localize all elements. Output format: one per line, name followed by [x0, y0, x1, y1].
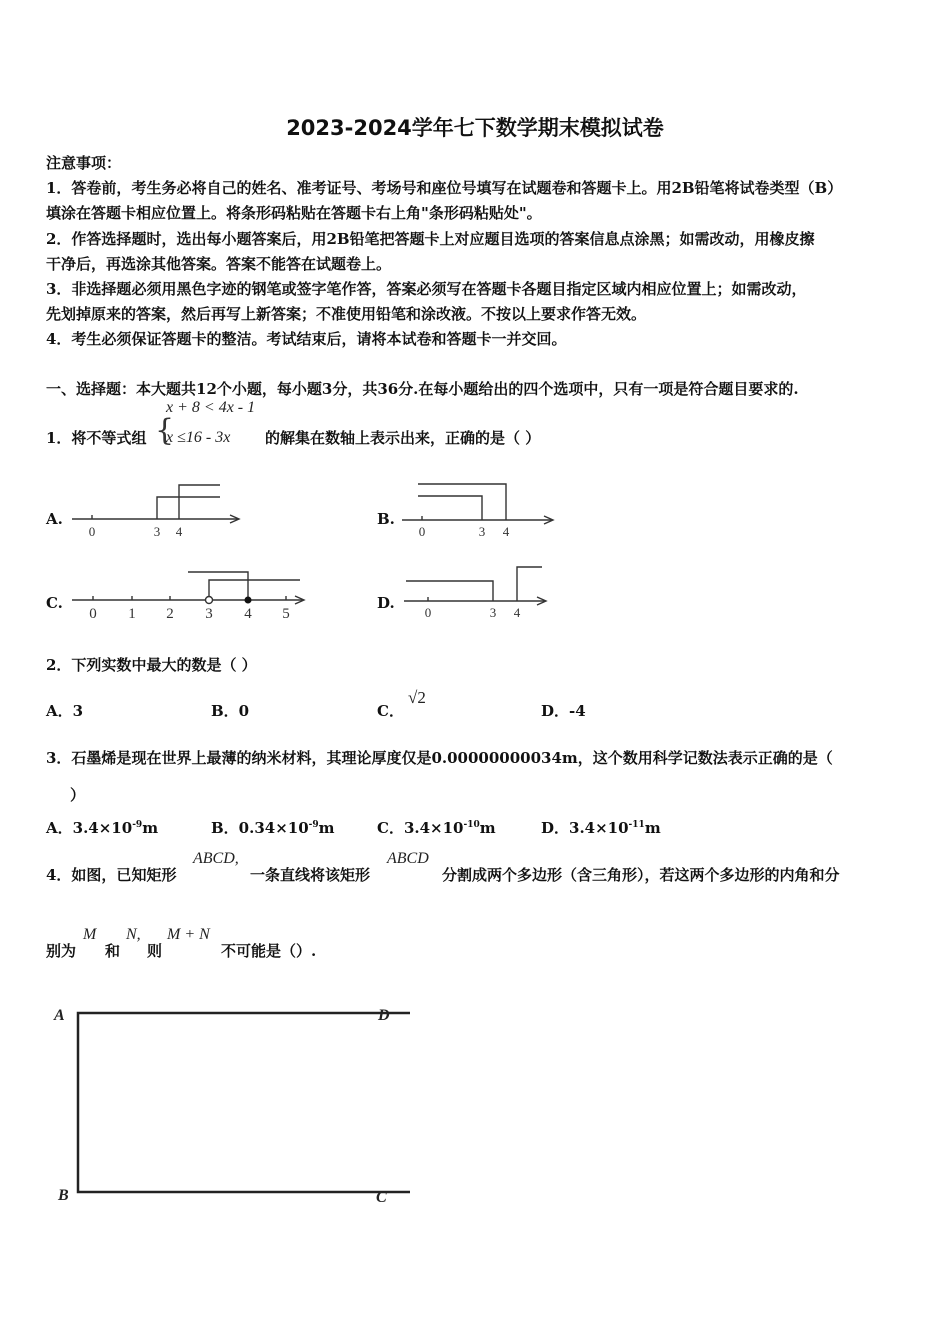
q4-text-1: 4．如图，已知矩形: [46, 866, 177, 884]
q4-math-n: N,: [126, 926, 141, 943]
q1-option-a-label[interactable]: A.: [46, 510, 63, 528]
q1-inequality-1: x + 8 < 4x - 1: [166, 399, 256, 416]
notice-line: 填涂在答题卡相应位置上。将条形码粘贴在答题卡右上角"条形码粘贴处"。: [46, 204, 542, 222]
tick-label: 4: [175, 524, 183, 539]
q2-option-a[interactable]: A．3: [46, 702, 84, 720]
q1-option-b-label[interactable]: B.: [377, 510, 395, 528]
q3-option-a[interactable]: A．$3.4\times 10^{-9}m$: [46, 819, 159, 837]
tick-label: 3: [205, 606, 213, 622]
tick-label: 3: [478, 524, 486, 539]
q4-text-3: 分割成两个多边形（含三角形），若这两个多边形的内角和分: [442, 866, 840, 884]
q4-text-7: 不可能是（）.: [221, 942, 317, 960]
q1-option-c-label[interactable]: C.: [46, 594, 63, 612]
q3-option-c[interactable]: C．$3.4\times 10^{-10}m$: [377, 819, 496, 837]
rectangle-figure: [50, 1000, 410, 1215]
q4-math-abcd: ABCD: [387, 850, 429, 867]
page-title: 2023-2024学年七下数学期末模拟试卷: [286, 116, 664, 140]
q2-option-d[interactable]: D．-4: [541, 702, 586, 720]
sqrt-two: √2: [408, 688, 426, 707]
number-line-a: [70, 478, 250, 543]
vertex-d: D: [378, 1007, 390, 1024]
q4-text-2: 一条直线将该矩形: [250, 866, 371, 884]
tick-label: 3: [153, 524, 161, 539]
q3-stem-line-2: ）: [70, 786, 86, 804]
tick-label: 0: [89, 606, 97, 622]
q2-option-b[interactable]: B．0: [211, 702, 250, 720]
tick-label: 0: [88, 524, 96, 539]
q4-math-abcd: ABCD,: [193, 850, 239, 867]
vertex-b: B: [58, 1187, 69, 1204]
notice-line: 3．非选择题必须用黑色字迹的钢笔或签字笔作答，答案必须写在答题卡各题目指定区域内相应位置上；如需改动，: [46, 280, 807, 298]
q3-option-b[interactable]: B．$0.34\times 10^{-9}m$: [211, 819, 335, 837]
q1-inequality-2: x ≤16 - 3x: [166, 429, 231, 446]
rectangle-abcd: [78, 1013, 410, 1192]
tick-label: 2: [166, 606, 174, 622]
tick-label: 3: [489, 605, 497, 620]
notice-line: 先划掉原来的答案，然后再写上新答案；不准使用铅笔和涂改液。不按以上要求作答无效。: [46, 305, 647, 323]
tick-label: 0: [418, 524, 426, 539]
q2-stem: 2．下列实数中最大的数是（ ）: [46, 656, 257, 674]
notice-line: 2．作答选择题时，选出每小题答案后，用2B铅笔把答题卡上对应题目选项的答案信息点涂黑；如需改动，用橡皮擦: [46, 230, 815, 248]
q4-math-sum: M + N: [167, 926, 210, 943]
notice-line: 干净后，再选涂其他答案。答案不能答在试题卷上。: [46, 255, 392, 273]
q4-text-6: 则: [147, 942, 163, 960]
q2-option-c[interactable]: C．: [377, 702, 404, 720]
q1-option-d-label[interactable]: D.: [377, 594, 395, 612]
q1-suffix: 的解集在数轴上表示出来，正确的是（ ）: [265, 429, 541, 447]
q1-prefix: 1．将不等式组: [46, 429, 147, 447]
tick-label: 0: [424, 605, 432, 620]
q4-math-m: M: [83, 926, 97, 943]
notice-heading: 注意事项：: [46, 154, 122, 172]
q3-option-d[interactable]: D．$3.4\times 10^{-11}m$: [541, 819, 661, 837]
tick-label: 4: [513, 605, 521, 620]
q4-text-5: 和: [105, 942, 121, 960]
notice-line: 1．答卷前，考生务必将自己的姓名、准考证号、考场号和座位号填写在试题卷和答题卡上。用2B铅笔将试卷类型（B）: [46, 179, 843, 197]
q4-text-4: 别为: [46, 942, 77, 960]
vertex-a: A: [54, 1007, 65, 1024]
tick-label: 5: [282, 606, 290, 622]
tick-label: 4: [244, 606, 252, 622]
number-line-c: [70, 568, 310, 624]
vertex-c: C: [376, 1189, 387, 1206]
notice-line: 4．考生必须保证答题卡的整洁。考试结束后，请将本试卷和答题卡一并交回。: [46, 330, 567, 348]
tick-label: 4: [502, 524, 510, 539]
section-heading: 一、选择题：本大题共12个小题，每小题3分，共36分.在每小题给出的四个选项中，只有一项是符合题目要求的.: [46, 380, 799, 398]
tick-label: 1: [128, 606, 136, 622]
q3-stem-line-1: 3．石墨烯是现在世界上最薄的纳米材料，其理论厚度仅是0.00000000034m，这个数用科学记数法表示正确的是（: [46, 749, 833, 767]
brace-icon: {: [155, 413, 175, 448]
number-line-d: [400, 562, 560, 622]
number-line-b: [400, 478, 560, 543]
